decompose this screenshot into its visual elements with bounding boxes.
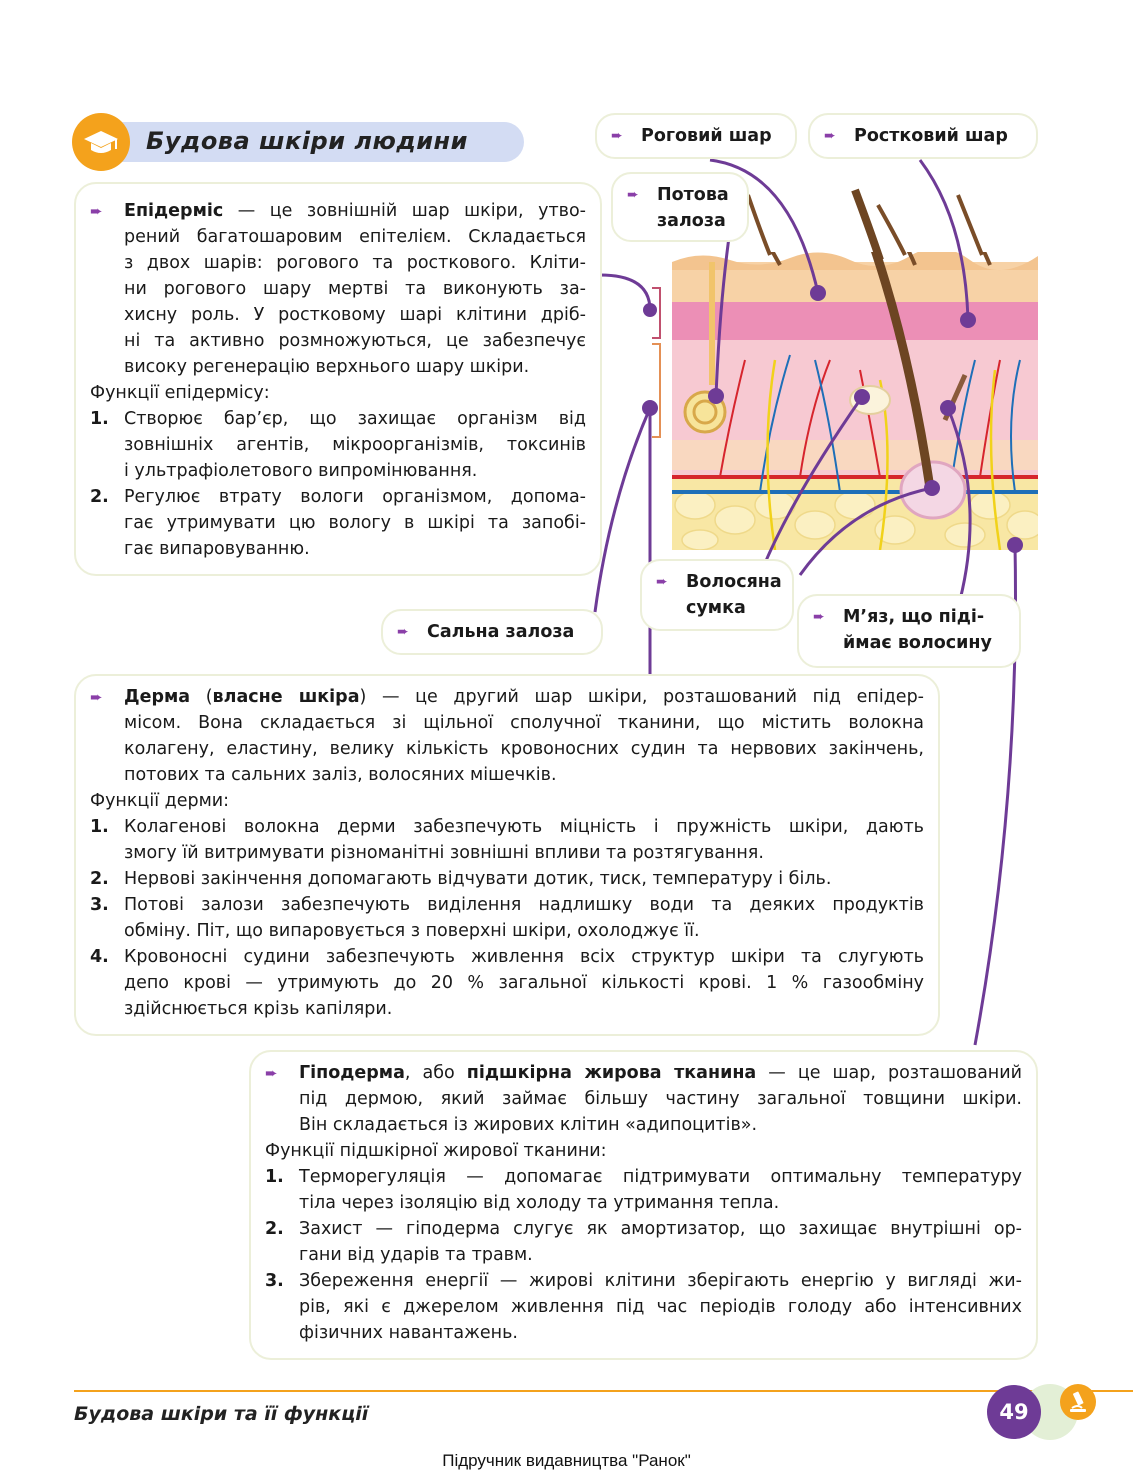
dermis-functions-title: Функції дерми: <box>90 791 230 811</box>
hypodermis-functions-title: Функції підшкірної жирової тканини: <box>265 1141 607 1161</box>
list-item: 2. Регулює втрату вологи організмом, допома- гає утримувати цю вологу в шкірі та запобі- гає випаровуванню. <box>90 487 586 559</box>
arrow-marker-icon: ➨ <box>824 128 836 144</box>
page-number: 49 <box>987 1385 1041 1439</box>
epidermis-functions-title: Функції епідермісу: <box>90 383 270 403</box>
label-sebaceous-gland: ➨ Сальна залоза <box>381 609 603 655</box>
list-item: 4. Кровоносні судини забезпечують живлення всіх структур шкіри та слугують депо крові — утримують до 20 % загальної кількості крові. 1 % газообміну здійснюється крізь капіляри. <box>90 947 924 1019</box>
label-hair-follicle: ➨ Волосяна сумка <box>640 559 794 631</box>
footer-chapter: Будова шкіри та її функції <box>74 1403 369 1425</box>
label-horny-layer: ➨ Роговий шар <box>595 113 797 159</box>
label-sweat-gland: ➨ Потова залоза <box>611 172 749 242</box>
list-item: 2. Захист — гіподерма слугує як амортизатор, що захищає внутрішні ор- гани від ударів та травм. <box>265 1219 1022 1265</box>
list-item: 3. Збереження енергії — жирові клітини зберігають енергію у вигляді жи- рів, які є джерелом живлення під час періодів голоду або інтенсивних фізичних навантажень. <box>265 1271 1022 1343</box>
arrow-marker-icon: ➨ <box>90 202 103 220</box>
arrow-marker-icon: ➨ <box>813 609 825 625</box>
epidermis-box <box>74 182 602 576</box>
hypodermis-description: Гіподерма, або підшкірна жирова тканина — це шар, розташований під дермою, який займає більшу частину загальної товщини шкіри. Він складається із жирових клітин «адипоцитів». <box>299 1063 1022 1135</box>
epidermis-description: Епідерміс — це зовнішній шар шкіри, утво- рений багатошаровим епітелієм. Складається з двох шарів: рогового та росткового. Кліти- ни рогового шару мертві та виконують за- хисну роль. У ростковому шарі клітини дріб- ні та активно розмножуються, це забезпечує високу регенерацію верхнього шару шкіри. <box>124 201 586 377</box>
label-germinal-layer: ➨ Ростковий шар <box>808 113 1038 159</box>
arrow-marker-icon: ➨ <box>397 624 409 640</box>
arrow-marker-icon: ➨ <box>90 688 103 706</box>
footer-rule <box>74 1390 1133 1392</box>
list-item: 1. Колагенові волокна дерми забезпечують міцність і пружність шкіри, дають змогу їй витримувати різноманітні зовнішні впливи та розтягування. <box>90 817 924 863</box>
microscope-icon <box>1060 1384 1096 1420</box>
hypodermis-box <box>249 1050 1038 1360</box>
list-item: 1. Створює бар’єр, що захищає організм від зовнішніх агентів, мікроорганізмів, токсинів і ультрафіолетового випромінювання. <box>90 409 586 481</box>
publisher-note: Підручник видавництва "Ранок" <box>442 1451 691 1470</box>
list-item: 2. Нервові закінчення допомагають відчувати дотик, тиск, температуру і біль. <box>90 869 832 889</box>
arrow-marker-icon: ➨ <box>265 1064 278 1082</box>
dermis-box <box>74 674 940 1036</box>
label-hair-muscle: ➨ М’яз, що піді- ймає волосину <box>797 594 1021 668</box>
arrow-marker-icon: ➨ <box>656 574 668 590</box>
arrow-marker-icon: ➨ <box>611 128 623 144</box>
list-item: 3. Потові залози забезпечують виділення надлишку води та деяких продуктів обміну. Піт, що випаровується з поверхні шкіри, охолоджує її. <box>90 895 924 941</box>
page-title: Будова шкіри людини <box>146 127 468 155</box>
arrow-marker-icon: ➨ <box>627 187 639 203</box>
list-item: 1. Терморегуляція — допомагає підтримувати оптимальну температуру тіла через ізоляцію від холоду та утримання тепла. <box>265 1167 1022 1213</box>
dermis-description: Дерма (власне шкіра) — це другий шар шкіри, розташований під епідер- місом. Вона складається зі щільної сполучної тканини, що містить волокна колагену, еластину, велику кількість кровоносних судин та нервових закінчень, потових та сальних заліз, волосяних мішечків. <box>124 687 924 785</box>
